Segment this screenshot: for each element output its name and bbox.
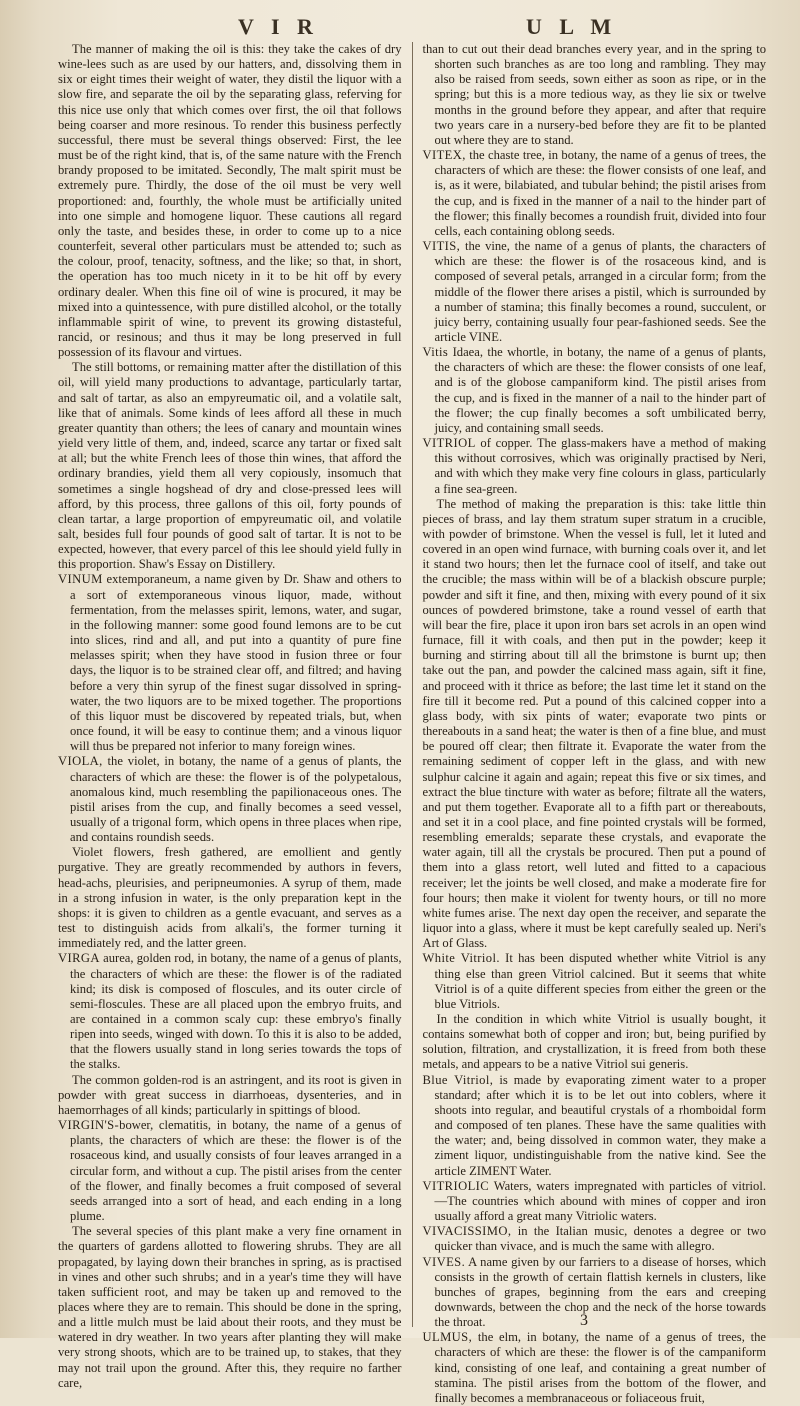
paragraph: The manner of making the oil is this: they take the cakes of dry wine-lees such as are used by our hatters, and, dissolving them in six or eight times their weight of water, they distil the liquor with a slow fire, and separate the oil by the separating glass, referving for this nice use only that which comes over first, the oil that follows being coarser and more resinous. To render this business perfectly successful, there must be several things observed: First, the lee must be of the right kind, that is, of the same nature with the French brandy proposed to be imitated. Secondly, The malt spirit must be extremely pure. Thirdly, the dose of the oil must be very well proportioned: and, fourthly, the whole must be artificially united into one simple and homogene liquor. These cautions all regard only the taste, and besides these, in order to come up to a nice counterfeit, several other particulars must be attended to; such as the colour, proof, tenacity, softness, and the like; so that, in short, the operation has too much nicety in it to be hit off by every ordinary dealer. When this fine oil of wine is procured, it may be mixed into a quintessence, with pure distilled alcohol, or the totally inflammable spirit of wine, to prevent its growing distasteful, rancid, or resinous; and thus it may be long preserved in full possession of its flavour and virtues. bbox=[58, 42, 402, 360]
paragraph: The still bottoms, or remaining matter after the distillation of this oil, will yield many productions to advantage, particularly tartar, and salt of tartar, as also an empyreumatic oil, and a volatile salt, like that of animals. Some kinds of lees afford all these in much greater quantity than others; the lees of canary and mountain wines yield very little of them, and, indeed, scarce any tartar or fixed salt at all; but the white French lees of those thin wines, that afford the ordinary brandies, yield them all very copiously, insomuch that sometimes a single hogshead of dry and close-pressed lees will afford, by this process, three gallons of this oil, forty pounds of clean tartar, a large proportion of empyreumatic oil, and volatile salt, besides full four pounds of good salt of tartar. It is not to be expected, however, that every parcel of this lee should yield fully in this proportion. Shaw's Essay on Distillery. bbox=[58, 360, 402, 572]
entry-headword: VITEX, bbox=[422, 148, 466, 163]
dictionary-entry bbox=[423, 1330, 767, 1406]
entry-text: the violet, in botany, the name of a genus of plants, the characters of which are these: the flower is of the polypetalous, anomalous kind, much resembling the papilionaceous ones. The pistil arises from the cup, and finally becomes a seed vessel, usually of a trigonal form, which opens in three places when ripe, and contains roundish seeds. bbox=[70, 754, 402, 845]
dictionary-entry bbox=[58, 1118, 402, 1224]
dictionary-entry bbox=[423, 345, 767, 436]
entry-text: than to cut out their dead branches every year, and in the spring to shorten such branches as are too long and rambling. They may also be raised from seeds, sown either as soon as ripe, or in the spring; but this is a more tedious way, as they lie six or twelve months in the ground before they appear, and after that require two years care in a nursery-bed before they are fit to be planted out where they are to stand. bbox=[422, 42, 766, 147]
text-columns bbox=[58, 42, 766, 1406]
entry-text: the vine, the name of a genus of plants, the characters of which are these: the flower is of the rosaceous kind, and is composed of several petals, arranged in a circular form; from the middle of the flower there arises a pistil, which is surrounded by a number of stamina; this finally becomes a round, succulent, or juicy berry, containing usually four pear-fashioned seeds. See the article VINE. bbox=[434, 239, 766, 344]
paragraph: The several species of this plant make a very fine ornament in the quarters of gardens allotted to flowering shrubs. They are all propagated, by laying down their branches in spring, as is practised in vines and other such shrubs; and in a year's time they will have taken sufficient root, and may be taken up and removed to the places where they are to remain. This should be done in the spring, and a little mulch must be laid about their roots, and they must be watered in dry weather. In two years after planting they will make very strong shoots, which are to be trained up, to stakes, that they may not trail upon the ground. After this, they require no farther care, bbox=[58, 1224, 402, 1390]
entry-text: A name given by our farriers to a disease of horses, which consists in the growth of certain flattish kernels in clusters, like bunches of grapes, beginning from the ears and creeping downwards, between the chop and the neck of the horse towards the throat. bbox=[434, 1254, 766, 1330]
entry-text: the chaste tree, in botany, the name of a genus of trees, the characters of which are these: the flower consists of one leaf, and is, as it were, bilabiated, and tubular behind; the pistil arises from the cup, and is fixed in the manner of a nail to the hinder part of the flower; this finally becomes a roundish fruit, divided into four cells, each containing oblong seeds. bbox=[434, 148, 766, 238]
dictionary-entry bbox=[423, 239, 767, 345]
entry-headword: VITRIOLIC bbox=[422, 1178, 490, 1193]
entry-text: Idaea, the whortle, in botany, the name of a genus of plants, the characters of which are these: the flower consists of one leaf, and is of the globose campaniform kind. The pistil arises from the cup, and is fixed in the manner of a nail to the hinder part of the flower; the cup finally becomes a soft umbilicated berry, juicy, and containing small seeds. bbox=[434, 345, 766, 435]
entry-headword: VIVACISSIMO, bbox=[422, 1224, 512, 1239]
entry-text: is made by evaporating ziment water to a proper standard; after which it is to be let out into coblers, where it shoots into regular, and beautiful crystals of a rhomboidal form and composed of ten planes. These have the same qualities with the water; and, being dissolved in common water, they make a ziment liquor, undistinguishable from the native kind. See the article ZIMENT Water. bbox=[434, 1072, 766, 1178]
entry-text: of copper. The glass-makers have a method of making this without corrosives, which was originally practised by Neri, and with which they make very fine colours in glass, particularly a fine sea-green. bbox=[434, 436, 766, 496]
dictionary-entry bbox=[423, 1073, 767, 1179]
paragraph: In the condition in which white Vitriol is usually bought, it contains somewhat both of copper and iron; but, being purified by solution, filtration, and crystallization, it is freed from both these metals, and appears to be a native Vitriol sui generis. bbox=[422, 1012, 766, 1072]
entry-headword: VIRGIN'S- bbox=[58, 1118, 120, 1133]
signature-mark: 3 bbox=[580, 1312, 588, 1329]
dictionary-entry bbox=[423, 148, 767, 239]
entry-headword: Blue Vitriol, bbox=[422, 1072, 494, 1087]
dictionary-entry bbox=[423, 1224, 767, 1254]
dictionary-entry bbox=[423, 1179, 767, 1224]
entry-headword: VIRGA bbox=[58, 951, 100, 966]
dictionary-entry bbox=[423, 951, 767, 1012]
dictionary-entry bbox=[58, 572, 402, 754]
dictionary-entry bbox=[58, 754, 402, 845]
entry-text: the elm, in botany, the name of a genus of trees, the characters of which are these: the flower is of the campaniform kind, consisting of one leaf, and containing a great number of stamina. The pistil arises from the bottom of the flower, and finally becomes a membranaceous or foliaceous fruit, bbox=[434, 1330, 766, 1405]
entry-headword: VITRIOL bbox=[422, 436, 476, 451]
entry-headword: VINUM bbox=[58, 572, 103, 587]
entry-text: bower, clematitis, in botany, the name of a genus of plants, the characters of which are these: the flower is of the rosaceous kind, and usually consists of four leaves arranged in a circular form, and without a cup. The pistil arises from the center of the flower, and finally becomes a fruit composed of several seeds arranged into a sort of head, and each ending in a long plume. bbox=[70, 1118, 402, 1224]
left-column bbox=[58, 42, 402, 1406]
column-divider bbox=[412, 42, 413, 1327]
dictionary-entry bbox=[423, 1255, 767, 1331]
entry-headword: VITIS, bbox=[422, 239, 461, 254]
entry-headword: White Vitriol. bbox=[422, 951, 500, 966]
entry-headword: VIVES. bbox=[422, 1254, 466, 1269]
paragraph: The common golden-rod is an astringent, and its root is given in powder with great success in diarrhoeas, dysenteries, and in haemorrhages of all kinds; particularly in spittings of blood. bbox=[58, 1072, 402, 1117]
entry-text: aurea, golden rod, in botany, the name of a genus of plants, the characters of which are these: the flower is of the radiated kind; its disk is composed of floscules, and its outer circle of semi-floscules. These are all placed upon the embryo fruits, and are contained in a common scaly cup: these embryo's finally ripen into seeds, winged with down. To this it is also to be added, that the flowers usually stand in long series towards the tops of the stalks. bbox=[70, 951, 402, 1072]
right-column bbox=[423, 42, 767, 1406]
running-header bbox=[58, 14, 766, 40]
dictionary-entry bbox=[423, 42, 767, 148]
dictionary-entry bbox=[423, 436, 767, 497]
entry-headword: ULMUS, bbox=[422, 1330, 473, 1345]
paragraph: The method of making the preparation is this: take little thin pieces of brass, and lay them stratum super stratum in a crucible, with powder of brimstone. When the vessel is full, let it luted and covered in an open wind furnace, with burning coals over it, and let it stand two hours; then let the furnace cool of itself, and take out the crucible; the mass within will be of a blackish obscure purple; powder and sift it fine, and then, mixing with every pound of it six ounces of powdered brimstone, take a round vessel of earth that will bear the fire, place it upon iron bars set acrols in an open wind furnace, fill it with coals, and then put in the powder; keep it burning and stirring about till all the brimstone is burnt up; then take out the pan, and powder the calcined mass again, sift it fine, and proceed with it thrice as before; the last time let it stand on the fire till it become red. Put a pound of this calcined copper into a glass body, with six pints of water; evaporate two pints or thereabouts in a sand heat; the water is then of a fine blue, and must be poured off clear; then filtrate it. Evaporate the water from the remaining sediment of copper left in the glass, and with new sulphur calcine it again and again; repeat this five or six times, and extract the blue tincture with water as before; filtrate all the waters, and put them together. Evaporate all to a fifth part or thereabouts, and set it in a cool place, and fine pointed crystals will be formed, resembling emeralds; separate these crystals, and evaporate the water again, till all the crystals be procured. Then put a pound of them into a glass retort, well luted and fitted to a capacious receiver; let the joints be well closed, and make a moderate fire for four hours; then make it violent for twenty hours, or till no more white fumes arise. The next day open the receiver, and separate the liquor into a glass, where it must be kept carefully sealed up. Neri's Art of Glass. bbox=[422, 496, 766, 951]
header-right: U L M bbox=[526, 14, 618, 39]
dictionary-entry bbox=[58, 951, 402, 1072]
entry-text: Waters, waters impregnated with particles of vitriol.—The countries which abound with mines of copper and iron usually afford a great many Vitriolic waters. bbox=[434, 1178, 766, 1224]
paragraph: Violet flowers, fresh gathered, are emollient and gently purgative. They are greatly recommended by authors in fevers, head-achs, pleurisies, and peripneumonies. A syrup of them, made in a strong infusion in water, is the only preparation kept in the shops: it is given to children as a gentle evacuant, and serves as a test to distinguish acids from alkali's, the former turning it immediately red, and the latter green. bbox=[58, 845, 402, 951]
entry-text: It has been disputed whether white Vitriol is any thing else than green Vitriol calcined. But it seems that white Vitriol is of a quite different species from either the green or the blue Vitriols. bbox=[434, 951, 766, 1011]
entry-text: extemporaneum, a name given by Dr. Shaw and others to a sort of extemporaneous vinous liquor, made, without fermentation, from the melasses spirit, lemons, water, and sugar, in the following manner: some good found lemons are to be cut into slices, rind and all, and put into a quantity of pure fine melasses spirit; when they have stood in fusion three or four days, the liquor is to be strained clear off, and filtred; and having before a very thin syrup of the finest sugar dissolved in spring-water, the two liquors are to be mixed together. The proportions of this liquor must be discovered by repeated trials, but, when once found, it will be easy to continue them; and a vinous liquor will thus be prepared not inferior to many foreign wines. bbox=[70, 572, 402, 754]
entry-headword: VIOLA, bbox=[58, 754, 103, 769]
entry-text: in the Italian music, denotes a degree or two quicker than vivace, and is much the same with allegro. bbox=[434, 1224, 766, 1254]
header-left: V I R bbox=[238, 14, 319, 39]
entry-headword: Vitis bbox=[422, 345, 449, 360]
